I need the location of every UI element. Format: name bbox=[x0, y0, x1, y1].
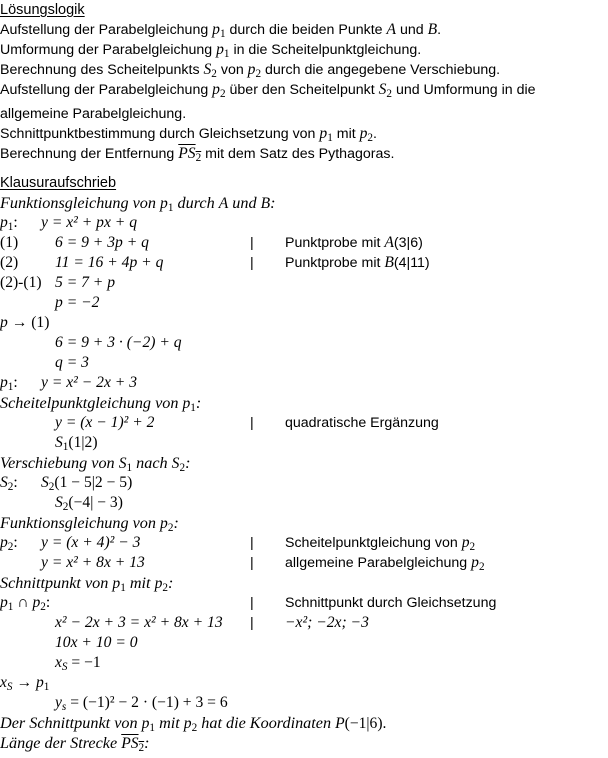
variable-p1: p bbox=[319, 124, 328, 142]
vertex-S2-result: $S_2(-4| - 3)$ bbox=[55, 493, 123, 513]
label-equation-difference: (2)-(1) bbox=[0, 273, 42, 291]
row-equation-difference bbox=[0, 273, 608, 293]
point-B: B bbox=[427, 21, 438, 38]
variable-p1: p bbox=[216, 41, 224, 58]
logic-step-5: Schnittpunktbestimmung durch Gleichsetzung von $p_1$ mit $p_2$. bbox=[0, 124, 377, 144]
caption-verschiebung: Verschiebung von $S_1$ nach $S_2$: bbox=[0, 453, 191, 474]
result-intersection-statement: Der Schnittpunkt von $p_1$ mit $p_2$ hat die Koordinaten P(−1|6). bbox=[0, 713, 387, 734]
segment-PS2: $PS_2$ bbox=[121, 734, 145, 754]
label-p2: $p_2$: bbox=[0, 533, 18, 553]
separator-bar: | bbox=[250, 614, 254, 631]
label-S2: $S_2$: bbox=[0, 473, 18, 493]
label-equation-1: (1) bbox=[0, 233, 19, 251]
logic-step-2: Umformung der Parabelgleichung $p_1$ in die Scheitelpunktgleichung. bbox=[0, 41, 422, 60]
substitution-xs-into-p1: $x_S \to p_1$ bbox=[0, 673, 50, 693]
equation-p2-vertex: y = (x + 4)² − 3 bbox=[41, 533, 141, 551]
note-equation-1: Punktprobe mit A(3|6) bbox=[285, 233, 423, 251]
logic-step-1: Aufstellung der Parabelgleichung $p_1$ durch die beiden Punkte A und B. bbox=[0, 21, 442, 40]
label-p1: $p_1$: bbox=[0, 373, 18, 393]
equation-intersection-step: 10x + 10 = 0 bbox=[55, 633, 138, 651]
variable-p2: p bbox=[359, 124, 368, 142]
logic-step-4: Aufstellung der Parabelgleichung $p_2$ über den Scheitelpunkt $S_2$ und Umformung in die allgemeine Parabelgleichung. bbox=[0, 81, 536, 122]
row-equation-2 bbox=[0, 253, 608, 273]
equation-p1-final: y = x² − 2x + 3 bbox=[41, 373, 137, 391]
equation-2: 11 = 16 + 4p + q bbox=[55, 253, 164, 271]
caption-scheitelpunktgleichung-p1: Scheitelpunktgleichung von $p_1$: bbox=[0, 393, 202, 414]
segment-PS2: $PS_2$ bbox=[178, 144, 202, 164]
vertex-S2: S bbox=[378, 81, 387, 98]
caption-funktionsgleichung-p2: Funktionsgleichung von $p_2$: bbox=[0, 513, 179, 534]
row-p-value bbox=[0, 293, 608, 313]
row-intersection-equation bbox=[0, 613, 608, 633]
row-substitute-xs bbox=[0, 673, 608, 693]
arrow-icon: → bbox=[11, 313, 28, 331]
intersection-icon: ∩ bbox=[13, 593, 33, 611]
equation-p2-general: y = x² + 8x + 13 bbox=[41, 553, 145, 571]
row-q-value bbox=[0, 353, 608, 373]
substitution-p-into-1: p → (1) bbox=[0, 313, 50, 331]
vertex-S2: S bbox=[203, 61, 212, 78]
separator-bar: | bbox=[250, 594, 254, 611]
row-S2-calc bbox=[0, 473, 608, 493]
variable-p2: p bbox=[247, 61, 256, 78]
equation-ys-calculation: $y_s = (-1)^2 - 2 \cdot (-1) + 3 = 6$ bbox=[55, 693, 228, 713]
row-p2-vertex bbox=[0, 533, 608, 553]
separator-bar: | bbox=[250, 554, 254, 571]
section-spacer bbox=[0, 164, 608, 173]
variable-p1: p bbox=[212, 21, 220, 38]
row-vertex-form-p1 bbox=[0, 413, 608, 433]
note-equation-2: Punktprobe mit B(4|11) bbox=[285, 253, 430, 271]
section-heading-loesungslogik: Lösungslogik bbox=[0, 2, 85, 18]
arrow-icon: → bbox=[16, 673, 33, 691]
note-quadratic-completion: quadratische Ergänzung bbox=[285, 414, 439, 431]
row-p2-general bbox=[0, 553, 608, 573]
row-xs-result bbox=[0, 653, 608, 673]
vertex-S2-calculation: $S_2(1 - 5|2 - 5)$ bbox=[41, 473, 133, 493]
note-p2-general: allgemeine Parabelgleichung $p_2$ bbox=[285, 553, 485, 573]
point-A: A bbox=[386, 21, 397, 38]
separator-bar: | bbox=[250, 534, 254, 551]
equation-p1-general: y = x² + px + q bbox=[41, 213, 137, 231]
separator-bar: | bbox=[250, 254, 254, 271]
vertex-S1: $S_1(1|2)$ bbox=[55, 433, 98, 453]
note-intersection-method: Schnittpunkt durch Gleichsetzung bbox=[285, 594, 497, 611]
equation-difference: 5 = 7 + p bbox=[55, 273, 116, 291]
section-heading-klausuraufschrieb: Klausuraufschrieb bbox=[0, 174, 117, 191]
row-p1-final bbox=[0, 373, 608, 393]
logic-step-3: Berechnung des Scheitelpunkts $S_2$ von $p_2$ durch die angegebene Verschiebung. bbox=[0, 61, 501, 80]
equation-1: 6 = 9 + 3p + q bbox=[55, 233, 149, 251]
note-intersection-operations: −x²; −2x; −3 bbox=[285, 613, 369, 631]
note-p2-vertex: Scheitelpunktgleichung von $p_2$ bbox=[285, 533, 476, 553]
label-p1: $p_1$: bbox=[0, 213, 18, 233]
equation-substituted: 6 = 9 + 3 · (−2) + q bbox=[55, 333, 182, 351]
row-intersection-label bbox=[0, 593, 608, 613]
caption-schnittpunkt: Schnittpunkt von $p_1$ mit $p_2$: bbox=[0, 573, 174, 594]
equation-vertex-form-p1: y = (x − 1)² + 2 bbox=[55, 413, 155, 431]
equation-p-value: p = −2 bbox=[55, 293, 100, 311]
caption-funktionsgleichung-p1: Funktionsgleichung von $p_1$ durch A und B: bbox=[0, 193, 276, 214]
equation-xs-result: $x_S = -1$ bbox=[55, 653, 101, 673]
label-intersection: $p_1$ ∩ $p_2$: bbox=[0, 593, 51, 613]
row-S2-result bbox=[0, 493, 608, 513]
variable-p2: p bbox=[212, 81, 220, 98]
row-substitute-p bbox=[0, 313, 608, 333]
equation-q-value: q = 3 bbox=[55, 353, 89, 371]
row-ys-calculation bbox=[0, 693, 608, 713]
row-intersection-step bbox=[0, 633, 608, 653]
row-p1-general bbox=[0, 213, 608, 233]
row-substituted-equation bbox=[0, 333, 608, 353]
logic-step-6: Berechnung der Entfernung $PS_2$ mit dem Satz des Pythagoras. bbox=[0, 144, 395, 164]
point-P: P bbox=[335, 714, 345, 732]
row-equation-1 bbox=[0, 233, 608, 253]
label-equation-2: (2) bbox=[0, 253, 19, 271]
equation-intersection: x² − 2x + 3 = x² + 8x + 13 bbox=[55, 613, 223, 631]
separator-bar: | bbox=[250, 234, 254, 251]
separator-bar: | bbox=[250, 414, 254, 431]
caption-laenge-strecke: Länge der Strecke $PS_2$: bbox=[0, 733, 150, 754]
row-vertex-S1 bbox=[0, 433, 608, 453]
